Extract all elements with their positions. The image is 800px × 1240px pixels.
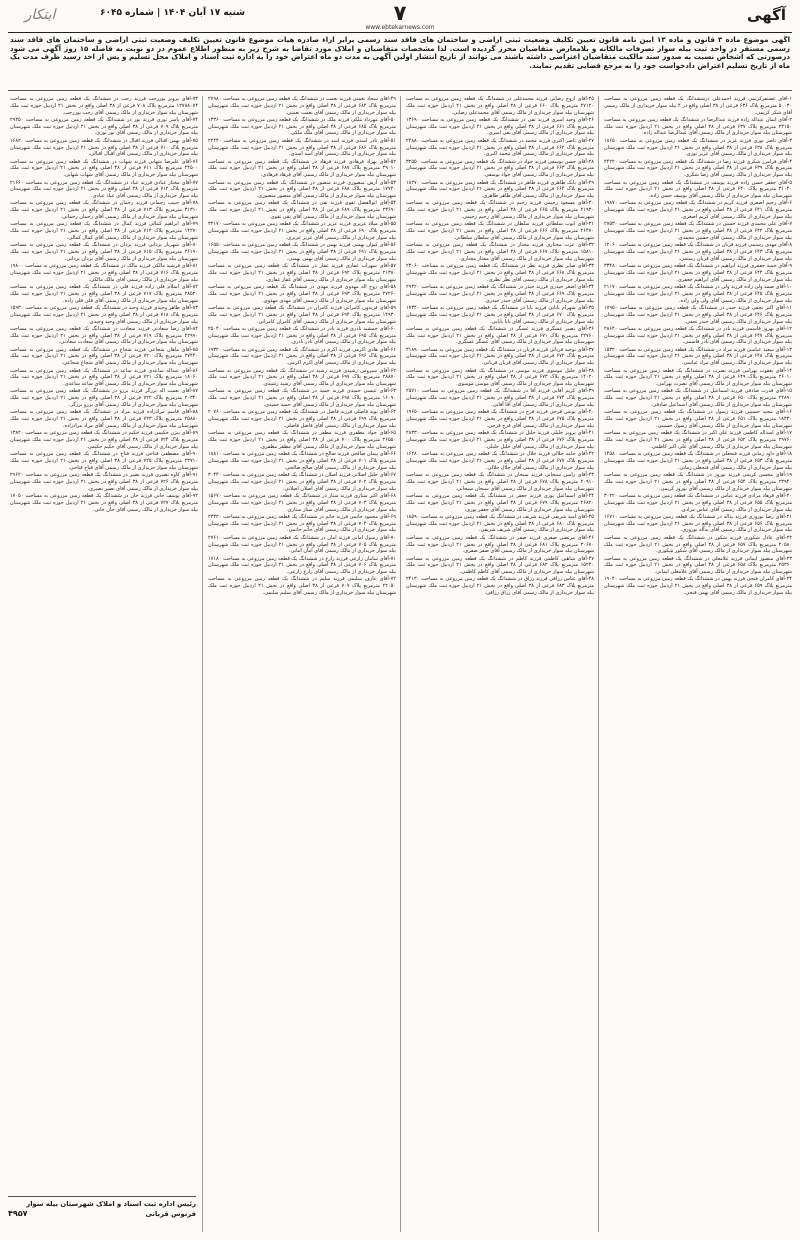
notice-entry: ۲۱-آقای رضا نوروزی فرزند یداله در ششدانگ یک قطعه زمین مزروعی به مساحت ۱۶۷۱۰ مترمربع پلاک ۶۵۶ فرعی از ۳۸ اصلی واقع در بخش ۲۱ اردبیل حوزه ثبت ملک شهرستان بیله سوار خریداری از مالک رسمی آقای یداله نوروزی.: [604, 513, 792, 534]
notice-entry: ۸۲-آقای اسلام قلی زاده فرزند قلی در ششدانگ یک قطعه زمین مزروعی به مساحت ۲۸۵۲۰ مترمربع پلاک ۷۱۷ فرعی از ۳۸ اصلی واقع در بخش ۲۱ اردبیل حوزه ثبت ملک شهرستان بیله سوار خریداری از مالک رسمی آقای قلی قلی زاده.: [10, 284, 198, 304]
notice-entry: ۳۵-آقای شهرام بابایی فرزند بابا در ششدانگ یک قطعه زمین مزروعی به مساحت ۱۷۳۴۰ مترمربع پلاک ۶۷۰ فرعی از ۳۸ اصلی واقع در بخش ۲۱ اردبیل حوزه ثبت ملک شهرستان بیله سوار خریداری از مالک رسمی آقای بابا بابایی.: [406, 304, 594, 325]
notice-entry: ۵۲-آقای بهزاد فرهادی فرزند فرهاد در ششدانگ یک قطعه زمین مزروعی به مساحت ۲۹۰۱۰ مترمربع پلاک ۶۸۷ فرعی از ۳۸ اصلی واقع در بخش ۲۱ اردبیل حوزه ثبت ملک شهرستان بیله سوار خریداری از مالک رسمی آقای فرهاد فرهادی.: [208, 158, 396, 179]
notice-entry: ۸۵-آقای ماهان شجاعی فرزند شجاع در ششدانگ یک قطعه زمین مزروعی به مساحت ۲۷۴۴۰ مترمربع پلاک ۷۲۰ فرعی از ۳۸ اصلی واقع در بخش ۲۱ اردبیل حوزه ثبت ملک شهرستان بیله سوار خریداری از مالک رسمی آقای شجاع شجاعی.: [10, 346, 198, 367]
notice-entry: ۳۹-آقای کریم آقایی فرزند آقا در ششدانگ یک قطعه زمین مزروعی به مساحت ۲۵۷۱۰ مترمربع پلاک ۶۷۴ فرعی از ۳۸ اصلی واقع در بخش ۲۱ اردبیل حوزه ثبت ملک شهرستان بیله سوار خریداری از مالک رسمی آقای آقا آقایی.: [406, 388, 594, 409]
notice-entry: ۵۶-آقای کیوان بهمنی فرزند بهمن در ششدانگ یک قطعه زمین مزروعی به مساحت ۱۶۵۵۰ مترمربع پلاک ۶۹۱ فرعی از ۳۸ اصلی واقع در بخش ۲۱ اردبیل حوزه ثبت ملک شهرستان بیله سوار خریداری از مالک رسمی آقای بهمن بهمنی.: [208, 242, 396, 262]
notice-entry: ۷۵-آقای بهمن اقبالی فرزند اقبال در ششدانگ یک قطعه زمین مزروعی به مساحت ۱۶۸۲۰ مترمربع پلاک ۷۱۰ فرعی از ۳۸ اصلی واقع در بخش ۲۱ اردبیل حوزه ثبت ملک شهرستان بیله سوار خریداری از مالک رسمی آقای اقبال اقبالی.: [10, 137, 198, 158]
notice-entry: ۶۴-آقای نوید فاضلی فرزند فاضل در ششدانگ یک قطعه زمین مزروعی به مساحت ۲۰۷۶۰ مترمربع پلاک ۶۹۹ فرعی از ۳۸ اصلی واقع در بخش ۲۱ اردبیل حوزه ثبت ملک شهرستان بیله سوار خریداری از مالک رسمی آقای فاضل فاضلی.: [208, 409, 396, 429]
notice-columns: [8, 96, 792, 1232]
notice-entry: ۶۰-آقای جمشید نادری فرزند نادر در ششدانگ یک قطعه زمین مزروعی به مساحت ۲۵۰۴۰ مترمربع پلاک ۶۹۵ فرعی از ۳۸ اصلی واقع در بخش ۲۱ اردبیل حوزه ثبت ملک شهرستان بیله سوار خریداری از مالک رسمی آقای نادر نادری.: [208, 325, 396, 346]
notice-entry: ۷۲-آقای عارف سلیمی فرزند سلیم در ششدانگ یک قطعه زمین مزروعی به مساحت ۲۲۰۵۰ مترمربع پلاک ۷۰۷ فرعی از ۳۸ اصلی واقع در بخش ۲۱ اردبیل حوزه ثبت ملک شهرستان بیله سوار خریداری از مالک رسمی آقای سلیم سلیمی.: [208, 576, 396, 597]
notice-entry: ۳۳-آقای صابر نظری فرزند نظر در ششدانگ یک قطعه زمین مزروعی به مساحت ۲۳۰۶۰ مترمربع پلاک ۶۶۸ فرعی از ۳۸ اصلی واقع در بخش ۲۱ اردبیل حوزه ثبت ملک شهرستان بیله سوار خریداری از مالک رسمی آقای نظر نظری.: [406, 263, 594, 283]
notice-entry: ۲۴-آقای کامران فتحی فرزند بهمن در ششدانگ یک قطعه زمین مزروعی به مساحت ۱۹۰۴۰ مترمربع پلاک ۶۵۹ فرعی از ۳۸ اصلی واقع در بخش ۲۱ اردبیل حوزه ثبت ملک شهرستان بیله سوار خریداری از مالک رسمی آقای بهمن فتحی.: [604, 576, 792, 597]
notice-entry: ۷۱-آقای سامان زارعی فرزند زارع در ششدانگ یک قطعه زمین مزروعی به مساحت ۱۷۱۸۰ مترمربع پلاک ۷۰۶ فرعی از ۳۸ اصلی واقع در بخش ۲۱ اردبیل حوزه ثبت ملک شهرستان بیله سوار خریداری از مالک رسمی آقای زارع زارعی.: [208, 555, 396, 576]
signature-name: فرنوس قربانی: [145, 1210, 196, 1218]
issue-date-number: شنبه ۱۷ آبان ۱۴۰۴ | شماره ۶۰۴۵: [100, 8, 246, 18]
notice-entry: ۲۵-آقای اروج رضایی فرزند محمدعلی در ششدانگ یک قطعه زمین مزروعی به مساحت ۲۷۱۲۰ مترمربع پلاک ۶۶۰ فرعی از ۳۸ اصلی واقع در بخش ۲۱ اردبیل حوزه ثبت ملک شهرستان بیله سوار خریداری از مالک رسمی آقای محمدعلی رضایی.: [406, 96, 594, 116]
notice-entry: ۵۴-آقای ابوالفضل تقوی فرزند تقی در ششدانگ یک قطعه زمین مزروعی به مساحت ۲۳۶۹۰ مترمربع پلاک ۶۸۹ فرعی از ۳۸ اصلی واقع در بخش ۲۱ اردبیل حوزه ثبت ملک شهرستان بیله سوار خریداری از مالک رسمی آقای تقی تقوی.: [208, 200, 396, 221]
section-title: آگهی: [747, 6, 786, 24]
notice-entry: ۳۷-آقای توحید قربانی فرزند قربان در ششدانگ یک قطعه زمین مزروعی به مساحت ۳۱۸۹۰ مترمربع پلاک ۶۷۲ فرعی از ۳۸ اصلی واقع در بخش ۲۱ اردبیل حوزه ثبت ملک شهرستان بیله سوار خریداری از مالک رسمی آقای قربان قربانی.: [406, 346, 594, 367]
notice-entry: ۶۳-آقای عیسی حمیدی فرزند حمید در ششدانگ یک قطعه زمین مزروعی به مساحت ۱۶۰۹۰ مترمربع پلاک ۶۹۸ فرعی از ۳۸ اصلی واقع در بخش ۲۱ اردبیل حوزه ثبت ملک شهرستان بیله سوار خریداری از مالک رسمی آقای حمید حمیدی.: [208, 388, 396, 409]
notice-title: آگهی موضوع ماده ۳ قانون و ماده ۱۳ آیین نامه قانون تعیین تکلیف وضعیت ثبتی اراضی و ساختمان های فاقد سند رسمی برابر آراء صادره هیات موضوع قانون تعیین تکلیف وضعیت ثبتی اراضی و ساختمان های فاقد سند رسمی مستقر در واحد ثبت بیله سوار تصرفات مالکانه و بلامعارض متقاضیان محرز گردیده است. لذا مشخصات متقاضیان و املاک مورد تقاضا به شرح زیر به منظور اطلاع عموم در دو نوبت به فاصله ۱۵ روز آگهی می شود درصورتی که اشخاص نسبت به صدور سند مالکیت متقاضیان اعتراضی داشته باشند می توانند از تاریخ انتشار اولین آگهی به مدت دو ماه اعتراض خود را به اداره ثبت اسناد و املاک محل تسلیم و پس از اخذ رسید ظرف مدت یک ماه از تاریخ تسلیم اعتراض دادخواست خود را به مرجع قضایی تقدیم نمایند.: [10, 36, 790, 70]
notice-entry: ۴۳-آقای رامین سبحانی فرزند سبحان در ششدانگ یک قطعه زمین مزروعی به مساحت ۲۰۹۱۰ مترمربع پلاک ۶۷۸ فرعی از ۳۸ اصلی واقع در بخش ۲۱ اردبیل حوزه ثبت ملک شهرستان بیله سوار خریداری از مالک رسمی آقای سبحان سبحانی.: [406, 472, 594, 492]
notice-entry: ۳۰-آقای مسعود رحیمی فرزند رحیم در ششدانگ یک قطعه زمین مزروعی به مساحت ۲۱۹۳۰ مترمربع پلاک ۶۶۵ فرعی از ۳۸ اصلی واقع در بخش ۲۱ اردبیل حوزه ثبت ملک شهرستان بیله سوار خریداری از مالک رسمی آقای رحیم رحیمی.: [406, 200, 594, 221]
notice-entry: ۴۷-آقای شاهین کاظمی فرزند کاظم در ششدانگ یک قطعه زمین مزروعی به مساحت ۱۵۲۴۰ مترمربع پلاک ۶۸۲ فرعی از ۳۸ اصلی واقع در بخش ۲۱ اردبیل حوزه ثبت ملک شهرستان بیله سوار خریداری از مالک رسمی آقای کاظم کاظمی.: [406, 555, 594, 576]
notice-entry: ۹۰-آقای مصطفی فتاحی فرزند فتاح در ششدانگ یک قطعه زمین مزروعی به مساحت ۲۳۷۱۰ مترمربع پلاک ۷۲۵ فرعی از ۳۸ اصلی واقع در بخش ۲۱ اردبیل حوزه ثبت ملک شهرستان بیله سوار خریداری از مالک رسمی آقای فتاح فتاحی.: [10, 451, 198, 471]
newspaper-logo: ابتکار: [24, 7, 56, 23]
notice-entry: ۳۶-آقای نصیر عسگری فرزند عسگر در ششدانگ یک قطعه زمین مزروعی به مساحت ۲۲۷۶۰ مترمربع پلاک ۶۷۱ فرعی از ۳۸ اصلی واقع در بخش ۲۱ اردبیل حوزه ثبت ملک شهرستان بیله سوار خریداری از مالک رسمی آقای عسگر عسگری.: [406, 325, 594, 346]
notice-entry: ۳۲-آقای عزت مختاری فرزند مختار در ششدانگ یک قطعه زمین مزروعی به مساحت ۱۵۸۱۰ مترمربع پلاک ۶۶۷ فرعی از ۳۸ اصلی واقع در بخش ۲۱ اردبیل حوزه ثبت ملک شهرستان بیله سوار خریداری از مالک رسمی آقای مختار مختاری.: [406, 242, 594, 262]
notice-entry: ۸۱-آقای فرشید مالکی فرزند مالک در ششدانگ یک قطعه زمین مزروعی به مساحت ۱۹۸۰۰ مترمربع پلاک ۷۱۶ فرعی از ۳۸ اصلی واقع در بخش ۲۱ اردبیل حوزه ثبت ملک شهرستان بیله سوار خریداری از مالک رسمی آقای مالک مالکی.: [10, 263, 198, 283]
column-4: [10, 96, 198, 1176]
notice-entry: ۶۶-آقای پیمان صالحی فرزند صالح در ششدانگ یک قطعه زمین مزروعی به مساحت ۱۸۸۱۰ مترمربع پلاک ۷۰۱ فرعی از ۳۸ اصلی واقع در بخش ۲۱ اردبیل حوزه ثبت ملک شهرستان بیله سوار خریداری از مالک رسمی آقای صالح صالحی.: [208, 451, 396, 471]
column-3: [208, 96, 396, 1232]
notice-entry: ۶۵-آقای جواد مظفری فرزند مظفر در ششدانگ یک قطعه زمین مزروعی به مساحت ۲۶۵۵۰ مترمربع پلاک ۷۰۰ فرعی از ۳۸ اصلی واقع در بخش ۲۱ اردبیل حوزه ثبت ملک شهرستان بیله سوار خریداری از مالک رسمی آقای مظفر مظفری.: [208, 430, 396, 450]
notice-entry: ۹۱-آقای کاوه نصیری فرزند نصیر در ششدانگ یک قطعه زمین مزروعی به مساحت ۲۹۶۲۰ مترمربع پلاک ۷۲۶ فرعی از ۳۸ اصلی واقع در بخش ۲۱ اردبیل حوزه ثبت ملک شهرستان بیله سوار خریداری از مالک رسمی آقای نصیر نصیری.: [10, 472, 198, 492]
notice-entry: ۱۶-آقای مجید حسینی فرزند رسول در ششدانگ یک قطعه زمین مزروعی به مساحت ۱۸۴۳۰ مترمربع پلاک ۶۵۱ فرعی از ۳۸ اصلی واقع در بخش ۲۱ اردبیل حوزه ثبت ملک شهرستان بیله سوار خریداری از مالک رسمی آقای رسول حسینی.: [604, 409, 792, 429]
notice-entry: ۷۸-آقای حبیب رحمانی فرزند رحمان در ششدانگ یک قطعه زمین مزروعی به مساحت ۳۱۳۱۰ مترمربع پلاک ۷۱۳ فرعی از ۳۸ اصلی واقع در بخش ۲۱ اردبیل حوزه ثبت ملک شهرستان بیله سوار خریداری از مالک رسمی آقای رحمان رحمانی.: [10, 200, 198, 221]
notice-entry: ۵۸-آقای روح اله مهدوی فرزند مهدی در ششدانگ یک قطعه زمین مزروعی به مساحت ۲۷۲۶۰ مترمربع پلاک ۶۹۳ فرعی از ۳۸ اصلی واقع در بخش ۲۱ اردبیل حوزه ثبت ملک شهرستان بیله سوار خریداری از مالک رسمی آقای مهدی مهدوی.: [208, 284, 396, 304]
notice-entry: ۷۶-آقای علیرضا شهابی فرزند شهاب در ششدانگ یک قطعه زمین مزروعی به مساحت ۲۴۵۰۰ مترمربع پلاک ۷۱۱ فرعی از ۳۸ اصلی واقع در بخش ۲۱ اردبیل حوزه ثبت ملک شهرستان بیله سوار خریداری از مالک رسمی آقای شهاب شهابی.: [10, 158, 198, 179]
notice-entry: ۱۲-آقای بهروز قاسمی فرزند نادر در ششدانگ یک قطعه زمین مزروعی به مساحت ۲۸۶۴۰ مترمربع پلاک ۶۴۷ فرعی از ۳۸ اصلی واقع در بخش ۲۱ اردبیل حوزه ثبت ملک شهرستان بیله سوار خریداری از مالک رسمی آقای نادر قاسمی.: [604, 325, 792, 346]
notice-entry: ۳۸-آقای جلیل موسوی فرزند موسی در ششدانگ یک قطعه زمین مزروعی به مساحت ۱۴۰۲۰ مترمربع پلاک ۶۷۳ فرعی از ۳۸ اصلی واقع در بخش ۲۱ اردبیل حوزه ثبت ملک شهرستان بیله سوار خریداری از مالک رسمی آقای موسی موسوی.: [406, 367, 594, 388]
notice-entry: ۴-آقای فرامرز شکری فرزند رضا در ششدانگ یک قطعه زمین مزروعی به مساحت ۲۴۲۲۰ مترمربع پلاک ۶۳۹ فرعی از ۳۸ اصلی واقع در بخش ۲۱ اردبیل حوزه ثبت ملک شهرستان بیله سوار خریداری از مالک رسمی آقای رضا شکری.: [604, 158, 792, 179]
notice-entry: ۱۷-آقای اسداله کاظمی فرزند علی اکبر در ششدانگ یک قطعه زمین مزروعی به مساحت ۲۹۷۶۰ مترمربع پلاک ۶۵۲ فرعی از ۳۸ اصلی واقع در بخش ۲۱ اردبیل حوزه ثبت ملک شهرستان بیله سوار خریداری از مالک رسمی آقای علی اکبر کاظمی.: [604, 430, 792, 450]
notice-entry: ۶۷-آقای خلیل اصلانی فرزند اصلان در ششدانگ یک قطعه زمین مزروعی به مساحت ۳۰۴۴۰ مترمربع پلاک ۷۰۲ فرعی از ۳۸ اصلی واقع در بخش ۲۱ اردبیل حوزه ثبت ملک شهرستان بیله سوار خریداری از مالک رسمی آقای اصلان اصلانی.: [208, 472, 396, 492]
notice-entry: ۱۹-آقای محسن کریمی فرزند نوروز در ششدانگ یک قطعه زمین مزروعی به مساحت ۲۳۹۴۰ مترمربع پلاک ۶۵۴ فرعی از ۳۸ اصلی واقع در بخش ۲۱ اردبیل حوزه ثبت ملک شهرستان بیله سوار خریداری از مالک رسمی آقای نوروز کریمی.: [604, 472, 792, 492]
notice-entry: ۵۳-آقای آرش منصوری فرزند منصور در ششدانگ یک قطعه زمین مزروعی به مساحت ۱۷۷۲۰ مترمربع پلاک ۶۸۸ فرعی از ۳۸ اصلی واقع در بخش ۲۱ اردبیل حوزه ثبت ملک شهرستان بیله سوار خریداری از مالک رسمی آقای منصور منصوری.: [208, 179, 396, 200]
notice-entry: ۸۳-آقای طاهر وحیدی فرزند وحید در ششدانگ یک قطعه زمین مزروعی به مساحت ۱۵۹۳۰ مترمربع پلاک ۷۱۸ فرعی از ۳۸ اصلی واقع در بخش ۲۱ اردبیل حوزه ثبت ملک شهرستان بیله سوار خریداری از مالک رسمی آقای وحید وحیدی.: [10, 304, 198, 325]
notice-entry: ۸۷-آقای نعمت اله برزگر فرزند برزو در ششدانگ یک قطعه زمین مزروعی به مساحت ۲۰۳۴۰ مترمربع پلاک ۷۲۲ فرعی از ۳۸ اصلی واقع در بخش ۲۱ اردبیل حوزه ثبت ملک شهرستان بیله سوار خریداری از مالک رسمی آقای برزو برزگر.: [10, 388, 198, 409]
notice-entry: ۱۰-آقای صمد ولی زاده فرزند ولی در ششدانگ یک قطعه زمین مزروعی به مساحت ۲۱۱۷۰ مترمربع پلاک ۶۴۵ فرعی از ۳۸ اصلی واقع در بخش ۲۱ اردبیل حوزه ثبت ملک شهرستان بیله سوار خریداری از مالک رسمی آقای ولی ولی زاده.: [604, 284, 792, 304]
notice-entry: ۲۳-آقای منصور ایمانی فرزند غلامعلی در ششدانگ یک قطعه زمین مزروعی به مساحت ۲۵۳۶۰ مترمربع پلاک ۶۵۸ فرعی از ۳۸ اصلی واقع در بخش ۲۱ اردبیل حوزه ثبت ملک شهرستان بیله سوار خریداری از مالک رسمی آقای غلامعلی ایمانی.: [604, 555, 792, 576]
notice-entry: ۷۷-آقای مختار عبادی فرزند عباد در ششدانگ یک قطعه زمین مزروعی به مساحت ۲۱۶۶۰ مترمربع پلاک ۷۱۲ فرعی از ۳۸ اصلی واقع در بخش ۲۱ اردبیل حوزه ثبت ملک شهرستان بیله سوار خریداری از مالک رسمی آقای عباد عبادی.: [10, 179, 198, 200]
notice-entry: ۲۸-آقای حسن یوسفی فرزند جواد در ششدانگ یک قطعه زمین مزروعی به مساحت ۳۲۵۵۰ مترمربع پلاک ۶۶۳ فرعی از ۳۸ اصلی واقع در بخش ۲۱ اردبیل حوزه ثبت ملک شهرستان بیله سوار خریداری از مالک رسمی آقای جواد یوسفی.: [406, 158, 594, 179]
notice-entry: ۴۶-آقای مرتضی صفری فرزند صفر در ششدانگ یک قطعه زمین مزروعی به مساحت ۳۰۶۷۰ مترمربع پلاک ۶۸۱ فرعی از ۳۸ اصلی واقع در بخش ۲۱ اردبیل حوزه ثبت ملک شهرستان بیله سوار خریداری از مالک رسمی آقای صفر صفری.: [406, 534, 594, 555]
notice-entry: ۱۱-آقای اکبر نجفی فرزند حیدر در ششدانگ یک قطعه زمین مزروعی به مساحت ۱۷۹۵۰ مترمربع پلاک ۶۴۶ فرعی از ۳۸ اصلی واقع در بخش ۲۱ اردبیل حوزه ثبت ملک شهرستان بیله سوار خریداری از مالک رسمی آقای حیدر نجفی.: [604, 304, 792, 325]
notice-entry: ۸۹-آقای بیژن حکیمی فرزند حکیم در ششدانگ یک قطعه زمین مزروعی به مساحت ۱۳۸۲۰ مترمربع پلاک ۷۲۴ فرعی از ۳۸ اصلی واقع در بخش ۲۱ اردبیل حوزه ثبت ملک شهرستان بیله سوار خریداری از مالک رسمی آقای حکیم حکیمی.: [10, 430, 198, 450]
notice-entry: ۲۰-آقای فرهاد مرادی فرزند عباس در ششدانگ یک قطعه زمین مزروعی به مساحت ۳۰۲۲۰ مترمربع پلاک ۶۵۵ فرعی از ۳۸ اصلی واقع در بخش ۲۱ اردبیل حوزه ثبت ملک شهرستان بیله سوار خریداری از مالک رسمی آقای عباس مرادی.: [604, 492, 792, 513]
notice-entry: ۱۵-آقای قدرت صادقی فرزند اسماعیل در ششدانگ یک قطعه زمین مزروعی به مساحت ۲۲۸۹۰ مترمربع پلاک ۶۵۰ فرعی از ۳۸ اصلی واقع در بخش ۲۱ اردبیل حوزه ثبت ملک شهرستان بیله سوار خریداری از مالک رسمی آقای اسماعیل صادقی.: [604, 388, 792, 409]
notice-entry: ۷۴-آقای یاسر نوری فرزند نور در ششدانگ یک قطعه زمین مزروعی به مساحت ۲۹۳۵۰ مترمربع پلاک ۷۰۹ فرعی از ۳۸ اصلی واقع در بخش ۲۱ اردبیل حوزه ثبت ملک شهرستان بیله سوار خریداری از مالک رسمی آقای نور نوری.: [10, 116, 198, 137]
notice-entry: ۶۹-آقای محمود حاتمی فرزند حاتم در ششدانگ یک قطعه زمین مزروعی به مساحت ۲۳۳۲۰ مترمربع پلاک ۷۰۴ فرعی از ۳۸ اصلی واقع در بخش ۲۱ اردبیل حوزه ثبت ملک شهرستان بیله سوار خریداری از مالک رسمی آقای حاتم حاتمی.: [208, 513, 396, 534]
notice-entry: ۲۲-آقای عادل شکوری فرزند شکور در ششدانگ یک قطعه زمین مزروعی به مساحت ۲۰۵۸۰ مترمربع پلاک ۶۵۷ فرعی از ۳۸ اصلی واقع در بخش ۲۱ اردبیل حوزه ثبت ملک شهرستان بیله سوار خریداری از مالک رسمی آقای شکور شکوری.: [604, 534, 792, 555]
notice-entry: ۶۲-آقای سیروس رشیدی فرزند رشید در ششدانگ یک قطعه زمین مزروعی به مساحت ۲۸۸۷۰ مترمربع پلاک ۶۹۷ فرعی از ۳۸ اصلی واقع در بخش ۲۱ اردبیل حوزه ثبت ملک شهرستان بیله سوار خریداری از مالک رسمی آقای رشید رشیدی.: [208, 367, 396, 388]
notice-entry: ۲۶-آقای وحید امیری فرزند تقی در ششدانگ یک قطعه زمین مزروعی به مساحت ۱۳۶۹۰ مترمربع پلاک ۶۶۱ فرعی از ۳۸ اصلی واقع در بخش ۲۱ اردبیل حوزه ثبت ملک شهرستان بیله سوار خریداری از مالک رسمی آقای تقی امیری.: [406, 116, 594, 137]
notice-entry: ۶۸-آقای اکبر ستاری فرزند ستار در ششدانگ یک قطعه زمین مزروعی به مساحت ۱۵۶۷۰ مترمربع پلاک ۷۰۳ فرعی از ۳۸ اصلی واقع در بخش ۲۱ اردبیل حوزه ثبت ملک شهرستان بیله سوار خریداری از مالک رسمی آقای ستار ستاری.: [208, 492, 396, 513]
site-url[interactable]: www.ebtekarnews.com: [365, 24, 435, 31]
notice-entry: ۴۸-آقای عباس رزاقی فرزند رزاق در ششدانگ یک قطعه زمین مزروعی به مساحت ۲۴۱۳۰ مترمربع پلاک ۶۸۳ فرعی از ۳۸ اصلی واقع در بخش ۲۱ اردبیل حوزه ثبت ملک شهرستان بیله سوار خریداری از مالک رسمی آقای رزاق رزاقی.: [406, 576, 594, 597]
notice-entry: ۸۴-آقای رضا سعادتی فرزند سعادت در ششدانگ یک قطعه زمین مزروعی به مساحت ۲۲۹۹۰ مترمربع پلاک ۷۱۹ فرعی از ۳۸ اصلی واقع در بخش ۲۱ اردبیل حوزه ثبت ملک شهرستان بیله سوار خریداری از مالک رسمی آقای سعادت سعادتی.: [10, 325, 198, 346]
notice-entry: ۹۲-آقای یوسف خانی فرزند خان در ششدانگ یک قطعه زمین مزروعی به مساحت ۱۷۰۵۰ مترمربع پلاک ۷۲۷ فرعی از ۳۸ اصلی واقع در بخش ۲۱ اردبیل حوزه ثبت ملک شهرستان بیله سوار خریداری از مالک رسمی آقای خان خانی.: [10, 492, 198, 513]
signature-title: رئیس اداره ثبت اسناد و املاک شهرستان بیله سوار: [26, 1200, 196, 1208]
notice-entry: ۵۱-آقای نادر اسدی فرزند اسد در ششدانگ یک قطعه زمین مزروعی به مساحت ۲۲۴۴۰ مترمربع پلاک ۶۸۶ فرعی از ۳۸ اصلی واقع در بخش ۲۱ اردبیل حوزه ثبت ملک شهرستان بیله سوار خریداری از مالک رسمی آقای اسد اسدی.: [208, 137, 396, 158]
notice-entry: ۳-آقای ناصر نوری فرزند عزیز در ششدانگ یک قطعه زمین مزروعی به مساحت ۱۸۶۵۰ مترمربع پلاک ۶۳۸ فرعی از ۳۸ اصلی واقع در بخش ۲۱ اردبیل حوزه ثبت ملک شهرستان بیله سوار خریداری از مالک رسمی آقای عزیز نوری.: [604, 137, 792, 158]
notice-entry: ۸۰-آقای شهریار یزدانی فرزند یزدان در ششدانگ یک قطعه زمین مزروعی به مساحت ۲۶۱۹۰ مترمربع پلاک ۷۱۵ فرعی از ۳۸ اصلی واقع در بخش ۲۱ اردبیل حوزه ثبت ملک شهرستان بیله سوار خریداری از مالک رسمی آقای یزدان یزدانی.: [10, 242, 198, 262]
notice-entry: ۸-آقای مهدی رستمی فرزند قربان در ششدانگ یک قطعه زمین مزروعی به مساحت ۱۲۰۶۰ مترمربع پلاک ۶۴۳ فرعی از ۳۸ اصلی واقع در بخش ۲۱ اردبیل حوزه ثبت ملک شهرستان بیله سوار خریداری از مالک رسمی آقای قربان رستمی.: [604, 242, 792, 262]
notice-entry: ۳۱-آقای ایوب سلطانی فرزند سلطان در ششدانگ یک قطعه زمین مزروعی به مساحت ۲۶۴۷۰ مترمربع پلاک ۶۶۶ فرعی از ۳۸ اصلی واقع در بخش ۲۱ اردبیل حوزه ثبت ملک شهرستان بیله سوار خریداری از مالک رسمی آقای سلطان سلطانی.: [406, 221, 594, 241]
signature-block: [8, 1196, 196, 1233]
notice-entry: ۷-آقای علی محمدی فرزند حسین در ششدانگ یک قطعه زمین مزروعی به مساحت ۲۷۵۳۰ مترمربع پلاک ۶۴۲ فرعی از ۳۸ اصلی واقع در بخش ۲۱ اردبیل حوزه ثبت ملک شهرستان بیله سوار خریداری از مالک رسمی آقای حسین محمدی.: [604, 221, 792, 241]
header-rule: [8, 32, 792, 33]
notice-entry: ۵-آقای جعفر حسن زاده فرزند یوسف در ششدانگ یک قطعه زمین مزروعی به مساحت ۳۱۰۴۰ مترمربع پلاک ۶۴۰ فرعی از ۳۸ اصلی واقع در بخش ۲۱ اردبیل حوزه ثبت ملک شهرستان بیله سوار خریداری از مالک رسمی آقای یوسف حسن زاده.: [604, 179, 792, 200]
notice-entry: ۹-آقای حمید جعفری فرزند ابراهیم در ششدانگ یک قطعه زمین مزروعی به مساحت ۳۳۴۸۰ مترمربع پلاک ۶۴۴ فرعی از ۳۸ اصلی واقع در بخش ۲۱ اردبیل حوزه ثبت ملک شهرستان بیله سوار خریداری از مالک رسمی آقای ابراهیم جعفری.: [604, 263, 792, 283]
notice-entry: ۶-آقای رحیم اصغری فرزند کریم در ششدانگ یک قطعه زمین مزروعی به مساحت ۱۹۸۷۰ مترمربع پلاک ۶۴۱ فرعی از ۳۸ اصلی واقع در بخش ۲۱ اردبیل حوزه ثبت ملک شهرستان بیله سوار خریداری از مالک رسمی آقای کریم اصغری.: [604, 200, 792, 221]
notice-entry: ۲-آقای ایمان عبداله زاده فرزند عبدالرضا در ششدانگ یک قطعه زمین مزروعی به مساحت ۲۳۱۵۰ مترمربع پلاک ۶۳۷ فرعی از ۳۸ اصلی واقع در بخش ۲۱ اردبیل حوزه ثبت ملک شهرستان بیله سوار خریداری از مالک رسمی آقای عبدالرضا عبداله زاده.: [604, 116, 792, 137]
notice-entry: ۴۵-آقای امید شریفی فرزند شریف در ششدانگ یک قطعه زمین مزروعی به مساحت ۱۸۵۹۰ مترمربع پلاک ۶۸۰ فرعی از ۳۸ اصلی واقع در بخش ۲۱ اردبیل حوزه ثبت ملک شهرستان بیله سوار خریداری از مالک رسمی آقای شریف شریفی.: [406, 513, 594, 534]
notice-entry: ۶۱-آقای هادی اکرمی فرزند اکرم در ششدانگ یک قطعه زمین مزروعی به مساحت ۱۹۳۲۰ مترمربع پلاک ۶۹۶ فرعی از ۳۸ اصلی واقع در بخش ۲۱ اردبیل حوزه ثبت ملک شهرستان بیله سوار خریداری از مالک رسمی آقای اکرم اکرمی.: [208, 346, 396, 367]
notice-entry: ۲۷-آقای ناصر اکبری فرزند محمد در ششدانگ یک قطعه زمین مزروعی به مساحت ۲۴۸۸۰ مترمربع پلاک ۶۶۲ فرعی از ۳۸ اصلی واقع در بخش ۲۱ اردبیل حوزه ثبت ملک شهرستان بیله سوار خریداری از مالک رسمی آقای محمد اکبری.: [406, 137, 594, 158]
notice-entry: ۱-آقای غضنفرکریمی فرزند احمدعلی درششدانگ یک قطعه زمین مزروعی به مساحت ۵۰۰۳۰ مترمربع پلاک ۶۳۶ فرعی از ۳۸ اصلی واقع در ۴ بیله سوار خریداری از مالک رسمی آقای شکر کریمی.: [604, 96, 792, 116]
notice-entry: ۸۶-آقای عبداله ساعدی فرزند ساعد در ششدانگ یک قطعه زمین مزروعی به مساحت ۱۸۰۶۰ مترمربع پلاک ۷۲۱ فرعی از ۳۸ اصلی واقع در بخش ۲۱ اردبیل حوزه ثبت ملک شهرستان بیله سوار خریداری از مالک رسمی آقای ساعد ساعدی.: [10, 367, 198, 388]
column-divider: [202, 96, 203, 1232]
notice-entry: ۴۴-آقای اسماعیل پوری فرزند جعفر در ششدانگ یک قطعه زمین مزروعی به مساحت ۲۶۸۲۰ مترمربع پلاک ۶۷۹ فرعی از ۳۸ اصلی واقع در بخش ۲۱ اردبیل حوزه ثبت ملک شهرستان بیله سوار خریداری از مالک رسمی آقای جعفر پوری.: [406, 492, 594, 513]
notice-entry: ۷۰-آقای رسول امانی فرزند امان در ششدانگ یک قطعه زمین مزروعی به مساحت ۲۷۶۱۰ مترمربع پلاک ۷۰۵ فرعی از ۳۸ اصلی واقع در بخش ۲۱ اردبیل حوزه ثبت ملک شهرستان بیله سوار خریداری از مالک رسمی آقای امان امانی.: [208, 534, 396, 555]
title-rule: [8, 90, 792, 91]
notice-entry: ۴۲-آقای حامد جلالی فرزند جلال در ششدانگ یک قطعه زمین مزروعی به مساحت ۱۶۲۸۰ مترمربع پلاک ۶۷۷ فرعی از ۳۸ اصلی واقع در بخش ۲۱ اردبیل حوزه ثبت ملک شهرستان بیله سوار خریداری از مالک رسمی آقای جلال جلالی.: [406, 451, 594, 471]
notice-entry: ۵۵-آقای میلاد عزیزی فرزند عزیز در ششدانگ یک قطعه زمین مزروعی به مساحت ۳۲۱۷۰ مترمربع پلاک ۶۹۰ فرعی از ۳۸ اصلی واقع در بخش ۲۱ اردبیل حوزه ثبت ملک شهرستان بیله سوار خریداری از مالک رسمی آقای عزیز عزیزی.: [208, 221, 396, 241]
notice-entry: ۷۳-آقای پرویز پوررجب فرزند رجب در ششدانگ یک قطعه زمین مزروعی به مساحت ۱۲۷۸۸۰۷۴ مترمربع پلاک ۷۰۸ فرعی از ۳۸ اصلی واقع در بخش ۲۱ اردبیل حوزه ثبت ملک شهرستان بیله سوار خریداری از مالک رسمی آقای رجب پوررجب.: [10, 96, 198, 116]
notice-entry: ۵۹-آقای فریدون کامرانی فرزند کامران در ششدانگ یک قطعه زمین مزروعی به مساحت ۱۴۹۳۰ مترمربع پلاک ۶۹۴ فرعی از ۳۸ اصلی واقع در بخش ۲۱ اردبیل حوزه ثبت ملک شهرستان بیله سوار خریداری از مالک رسمی آقای کامران کامرانی.: [208, 304, 396, 325]
page-header: [0, 0, 800, 30]
page-number: ۷: [393, 1, 407, 25]
notice-entry: ۱۸-آقای داود زمانی فرزند فتحعلی در ششدانگ یک قطعه زمین مزروعی به مساحت ۱۴۵۸۰ مترمربع پلاک ۶۵۳ فرعی از ۳۸ اصلی واقع در بخش ۲۱ اردبیل حوزه ثبت ملک شهرستان بیله سوار خریداری از مالک رسمی آقای فتحعلی زمانی.: [604, 451, 792, 471]
notice-entry: ۴۰-آقای یونس فرجی فرزند فرج در ششدانگ یک قطعه زمین مزروعی به مساحت ۱۹۶۵۰ مترمربع پلاک ۶۷۵ فرعی از ۳۸ اصلی واقع در بخش ۲۱ اردبیل حوزه ثبت ملک شهرستان بیله سوار خریداری از مالک رسمی آقای فرج فرجی.: [406, 409, 594, 429]
notice-entry: ۴۱-آقای پرویز خلیلی فرزند خلیل در ششدانگ یک قطعه زمین مزروعی به مساحت ۲۸۳۳۰ مترمربع پلاک ۶۷۶ فرعی از ۳۸ اصلی واقع در بخش ۲۱ اردبیل حوزه ثبت ملک شهرستان بیله سوار خریداری از مالک رسمی آقای خلیل خلیلی.: [406, 430, 594, 450]
notice-entry: ۸۸-آقای قاسم مرادزاده فرزند مراد در ششدانگ یک قطعه زمین مزروعی به مساحت ۲۵۸۸۰ مترمربع پلاک ۷۲۳ فرعی از ۳۸ اصلی واقع در بخش ۲۱ اردبیل حوزه ثبت ملک شهرستان بیله سوار خریداری از مالک رسمی آقای مراد مرادزاده.: [10, 409, 198, 429]
column-divider: [400, 96, 401, 1232]
notice-entry: ۱۴-آقای یعقوب بهرامی فرزند نصرت در ششدانگ یک قطعه زمین مزروعی به مساحت ۲۶۰۱۰ مترمربع پلاک ۶۴۹ فرعی از ۳۸ اصلی واقع در بخش ۲۱ اردبیل حوزه ثبت ملک شهرستان بیله سوار خریداری از مالک رسمی آقای نصرت بهرامی.: [604, 367, 792, 388]
notice-entry: ۷۹-آقای ابراهیم کمالی فرزند کمال در ششدانگ یک قطعه زمین مزروعی به مساحت ۱۴۲۷۰ مترمربع پلاک ۷۱۴ فرعی از ۳۸ اصلی واقع در بخش ۲۱ اردبیل حوزه ثبت ملک شهرستان بیله سوار خریداری از مالک رسمی آقای کمال کمالی.: [10, 221, 198, 241]
notice-entry: ۵۷-آقای سهراب غفاری فرزند غفار در ششدانگ یک قطعه زمین مزروعی به مساحت ۲۱۳۸۰ مترمربع پلاک ۶۹۲ فرعی از ۳۸ اصلی واقع در بخش ۲۱ اردبیل حوزه ثبت ملک شهرستان بیله سوار خریداری از مالک رسمی آقای غفار غفاری.: [208, 263, 396, 283]
column-1: [604, 96, 792, 1232]
notice-entry: ۴۹-آقای سجاد نعمتی فرزند نعمت در ششدانگ یک قطعه زمین مزروعی به مساحت ۲۷۹۸۰ مترمربع پلاک ۶۸۴ فرعی از ۳۸ اصلی واقع در بخش ۲۱ اردبیل حوزه ثبت ملک شهرستان بیله سوار خریداری از مالک رسمی آقای نعمت نعمتی.: [208, 96, 396, 116]
notice-entry: ۲۹-آقای بابک طاهری فرزند طاهر در ششدانگ یک قطعه زمین مزروعی به مساحت ۱۸۲۷۰ مترمربع پلاک ۶۶۴ فرعی از ۳۸ اصلی واقع در بخش ۲۱ اردبیل حوزه ثبت ملک شهرستان بیله سوار خریداری از مالک رسمی آقای طاهر طاهری.: [406, 179, 594, 200]
notice-entry: ۳۴-آقای اصغر حیدری فرزند حیدر در ششدانگ یک قطعه زمین مزروعی به مساحت ۲۹۴۲۰ مترمربع پلاک ۶۶۹ فرعی از ۳۸ اصلی واقع در بخش ۲۱ اردبیل حوزه ثبت ملک شهرستان بیله سوار خریداری از مالک رسمی آقای حیدر حیدری.: [406, 284, 594, 304]
column-2: [406, 96, 594, 1232]
notice-entry: ۵۰-آقای مهرداد ملکی فرزند ملک در ششدانگ یک قطعه زمین مزروعی به مساحت ۱۳۳۶۰ مترمربع پلاک ۶۸۵ فرعی از ۳۸ اصلی واقع در بخش ۲۱ اردبیل حوزه ثبت ملک شهرستان بیله سوار خریداری از مالک رسمی آقای ملک ملکی.: [208, 116, 396, 137]
notice-code: ۴۹۵۷: [8, 1209, 28, 1218]
column-divider: [598, 96, 599, 1232]
notice-entry: ۱۳-آقای سعید عباسی فرزند مراد در ششدانگ یک قطعه زمین مزروعی به مساحت ۱۵۳۲۰ مترمربع پلاک ۶۴۸ فرعی از ۳۸ اصلی واقع در بخش ۲۱ اردبیل حوزه ثبت ملک شهرستان بیله سوار خریداری از مالک رسمی آقای مراد عباسی.: [604, 346, 792, 367]
